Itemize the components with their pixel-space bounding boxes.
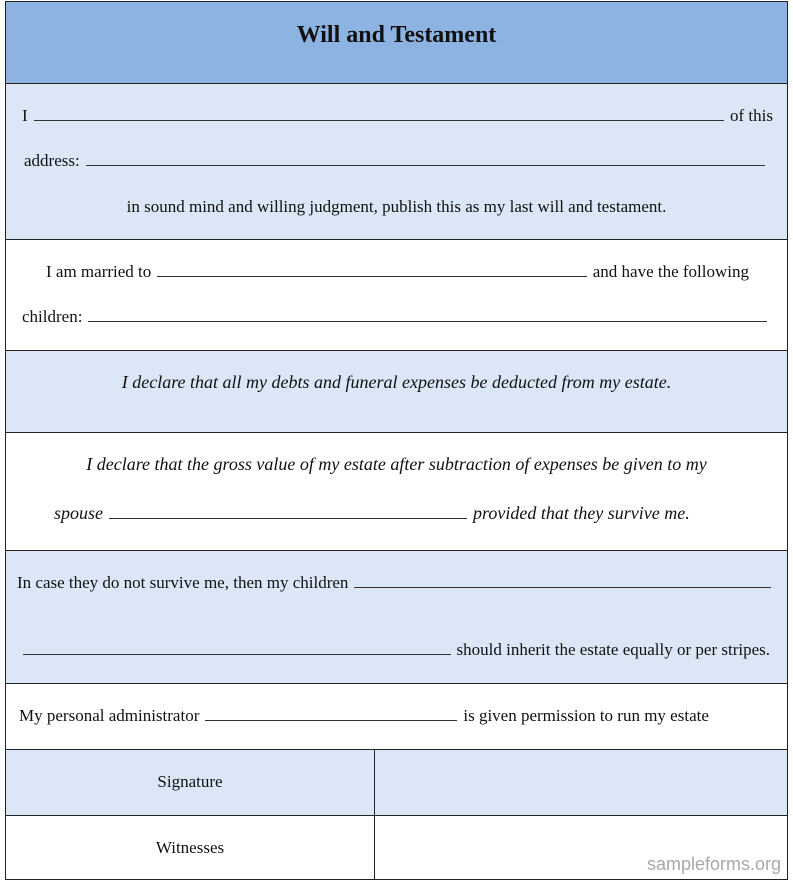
testator-prefix: I	[22, 106, 28, 125]
children-beneficiary-field-continued[interactable]	[23, 640, 451, 655]
witnesses-label-cell	[6, 816, 375, 880]
spouse-label: spouse	[54, 503, 103, 523]
administrator-name-field[interactable]	[205, 706, 457, 721]
children-beneficiary-field[interactable]	[354, 573, 771, 588]
watermark: sampleforms.org	[646, 854, 781, 874]
married-prefix: I am married to	[46, 262, 152, 281]
spouse-name-field[interactable]	[157, 262, 586, 277]
signature-row	[6, 750, 787, 816]
spouse-beneficiary-field[interactable]	[109, 504, 467, 519]
testator-suffix: of this	[730, 106, 773, 125]
marriage-section	[6, 240, 787, 351]
administrator-section	[6, 684, 787, 750]
testator-section	[6, 84, 787, 240]
signature-label: Signature	[157, 772, 223, 791]
children-inheritance-prefix: In case they do not survive me, then my children	[17, 573, 349, 592]
address-label: address:	[24, 151, 80, 170]
signature-field[interactable]	[375, 750, 787, 815]
form-title: Will and Testament	[296, 22, 497, 48]
children-inheritance-suffix: should inherit the estate equally or per stripes.	[456, 640, 770, 659]
testament-declaration: in sound mind and willing judgment, publish this as my last will and testament.	[126, 197, 667, 216]
administrator-prefix: My personal administrator	[19, 706, 200, 725]
debts-declaration: I declare that all my debts and funeral expenses be deducted from my estate.	[121, 372, 672, 392]
signature-label-cell	[6, 750, 375, 815]
estate-section	[6, 433, 787, 551]
married-suffix: and have the following	[592, 262, 749, 281]
address-field[interactable]	[86, 151, 765, 166]
form-header	[6, 2, 787, 84]
children-field[interactable]	[88, 307, 767, 322]
testator-name-field[interactable]	[34, 106, 724, 121]
witnesses-label: Witnesses	[155, 838, 225, 857]
estate-declaration: I declare that the gross value of my estate after subtraction of expenses be given to my	[86, 454, 707, 474]
children-label: children:	[22, 307, 83, 326]
administrator-suffix: is given permission to run my estate	[463, 706, 709, 725]
will-form	[5, 1, 788, 880]
spouse-suffix: provided that they survive me.	[473, 503, 690, 523]
children-inheritance-section	[6, 551, 787, 684]
debts-section	[6, 351, 787, 433]
